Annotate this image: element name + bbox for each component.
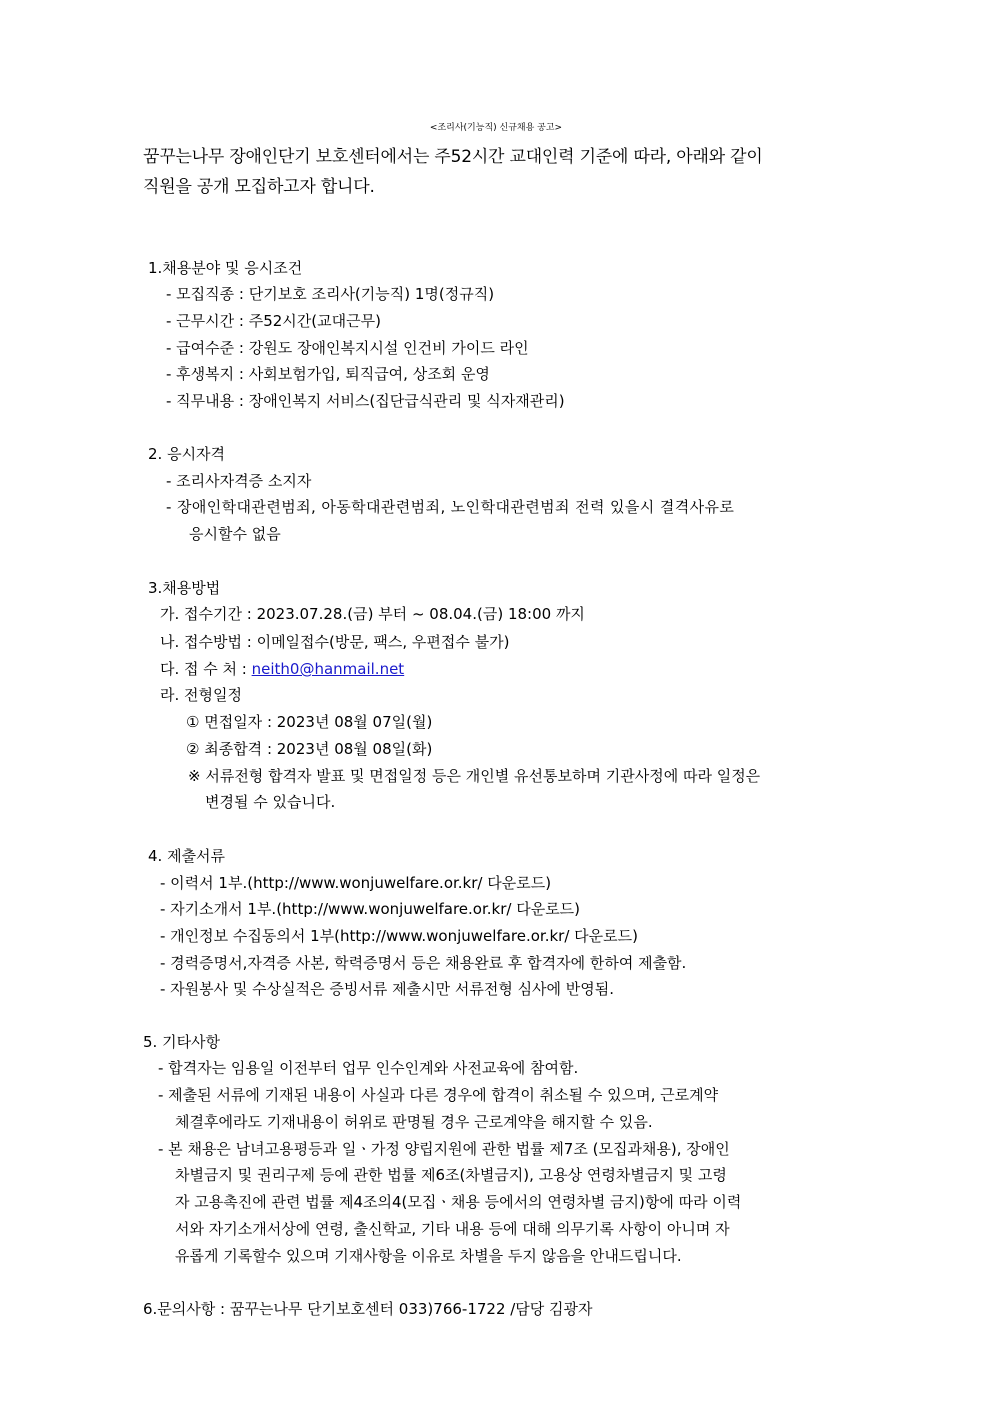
notice-line-cont: 차별금지 및 권리구제 등에 관한 법률 제6조(차별금지), 고용상 연령차별금지 및 고령 <box>175 1166 727 1184</box>
document-item: - 자원봉사 및 수상실적은 증빙서류 제출시만 서류전형 심사에 반영됨. <box>160 980 615 998</box>
notice-line-cont: 서와 자기소개서상에 연령, 출신학교, 기타 내용 등에 대해 의무기록 사항이 아니며 자 <box>175 1220 730 1238</box>
intro-line-1: 꿈꾸는나무 장애인단기 보호센터에서는 주52시간 교대인력 기준에 따라, 아래와 같이 <box>143 147 763 167</box>
schedule-heading: 라. 전형일정 <box>160 686 242 704</box>
page-title: <조리사(기능직) 신규채용 공고> <box>429 123 563 133</box>
contact-info: 6.문의사항 : 꿈꾸는나무 단기보호센터 033)766-1722 /담당 김광자 <box>143 1300 593 1318</box>
section-2-item: - 장애인학대관련범죄, 아동학대관련범죄, 노인학대관련범죄 전력 있을시 결격사유로 <box>166 498 735 516</box>
section-1-item: - 직무내용 : 장애인복지 서비스(집단급식관리 및 식자재관리) <box>166 392 565 410</box>
notice-line-cont: 자 고용촉진에 관련 법률 제4조의4(모집ㆍ채용 등에서의 연령차별 금지)항에 따라 이력 <box>175 1193 742 1211</box>
notice-line-cont: 체결후에라도 기재내용이 허위로 판명될 경우 근로계약을 해지할 수 있음. <box>175 1113 653 1131</box>
section-4-heading: 4. 제출서류 <box>148 847 226 865</box>
schedule-step: ② 최종합격 : 2023년 08월 08일(화) <box>186 740 433 758</box>
email-link[interactable]: neith0@hanmail.net <box>251 660 405 678</box>
notice-line: - 본 채용은 남녀고용평등과 일ㆍ가정 양립지원에 관한 법률 제7조 (모집과채용), 장애인 <box>158 1140 730 1158</box>
application-period: 가. 접수기간 : 2023.07.28.(금) 부터 ~ 08.04.(금) 18:00 까지 <box>160 605 585 623</box>
application-method: 나. 접수방법 : 이메일접수(방문, 팩스, 우편접수 불가) <box>160 633 510 651</box>
section-5-heading: 5. 기타사항 <box>143 1033 221 1051</box>
schedule-note: ※ 서류전형 합격자 발표 및 면접일정 등은 개인별 유선통보하며 기관사정에 따라 일정은 <box>188 767 761 785</box>
section-1-item: - 근무시간 : 주52시간(교대근무) <box>166 312 381 330</box>
section-1-item: - 급여수준 : 강원도 장애인복지시설 인건비 가이드 라인 <box>166 339 529 357</box>
schedule-note-cont: 변경될 수 있습니다. <box>205 793 336 811</box>
document-item: - 자기소개서 1부.(http://www.wonjuwelfare.or.kr/ 다운로드) <box>160 900 581 918</box>
intro-line-2: 직원을 공개 모집하고자 합니다. <box>143 177 375 197</box>
schedule-step: ① 면접일자 : 2023년 08월 07일(월) <box>186 713 433 731</box>
application-address-label: 다. 접 수 처 : <box>160 660 252 678</box>
section-2-item-cont: 응시할수 없음 <box>189 525 281 543</box>
section-2-heading: 2. 응시자격 <box>148 445 226 463</box>
section-3-heading: 3.채용방법 <box>148 579 221 597</box>
section-2-item: - 조리사자격증 소지자 <box>166 472 312 490</box>
section-1-item: - 모집직종 : 단기보호 조리사(기능직) 1명(정규직) <box>166 285 495 303</box>
document-item: - 이력서 1부.(http://www.wonjuwelfare.or.kr/ 다운로드) <box>160 874 552 892</box>
document-item: - 개인정보 수집동의서 1부(http://www.wonjuwelfare.or.kr/ 다운로드) <box>160 927 638 945</box>
notice-line: - 합격자는 임용일 이전부터 업무 인수인계와 사전교육에 참여함. <box>158 1059 579 1077</box>
notice-line-cont: 유롭게 기록할수 있으며 기재사항을 이유로 차별을 두지 않음을 안내드립니다. <box>175 1247 682 1265</box>
section-1-heading: 1.채용분야 및 응시조건 <box>148 259 303 277</box>
notice-line: - 제출된 서류에 기재된 내용이 사실과 다른 경우에 합격이 취소될 수 있으며, 근로계약 <box>158 1086 719 1104</box>
application-address <box>160 659 404 679</box>
section-1-item: - 후생복지 : 사회보험가입, 퇴직급여, 상조회 운영 <box>166 365 490 383</box>
document-item: - 경력증명서,자격증 사본, 학력증명서 등은 채용완료 후 합격자에 한하여 제출함. <box>160 954 687 972</box>
